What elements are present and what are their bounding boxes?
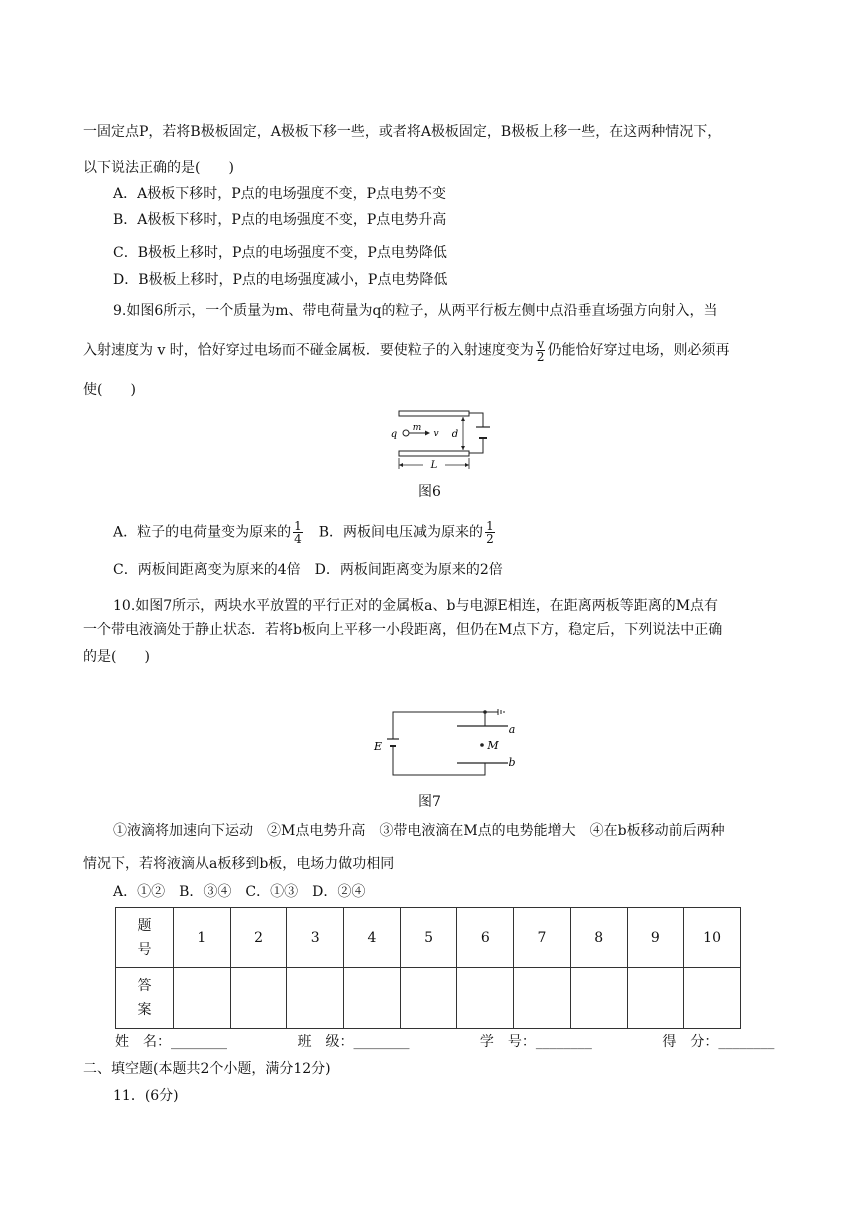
q9-option-a-fraction [293, 520, 303, 545]
student-class-field[interactable]: 班 级：________ [297, 1034, 410, 1050]
student-name-field[interactable]: 姓 名：________ [115, 1034, 227, 1050]
q9-option-b-denominator: 2 [486, 532, 494, 546]
q9-line2-part-a: 入射速度为 v 时，恰好穿过电场而不碰金属板．要使粒子的入射速度变为 [83, 342, 534, 359]
q10-line3: 的是( ) [83, 649, 150, 665]
q9-fraction-numerator: v [537, 337, 545, 351]
l-arrow-right [465, 463, 469, 467]
bottom-wire [469, 438, 483, 453]
question-number-row [116, 908, 741, 968]
q9-line2-part-b: 仍能恰好穿过电场，则必须再 [547, 342, 730, 359]
answer-header-top: 答 [137, 978, 152, 994]
figure-7-caption: 图7 [418, 794, 441, 810]
question-number-cell: 3 [287, 908, 344, 968]
question-number-cell: 6 [457, 908, 514, 968]
velocity-arrowhead [425, 431, 430, 436]
label-b: b [508, 756, 516, 769]
label-a: a [508, 723, 516, 736]
q10-statement-line2: 情况下，若将液滴从a板移到b板，电场力做功相同 [83, 856, 395, 872]
q8-line2: 以下说法正确的是( ) [83, 160, 234, 176]
label-l: L [430, 460, 438, 471]
q9-line1: 9.如图6所示，一个质量为m、带电荷量为q的粒子，从两平行板左侧中点沿垂直场强方向射入，当 [113, 303, 718, 319]
q9-option-b-fraction [485, 520, 495, 545]
label-v: v [433, 429, 439, 439]
q9-line3: 使( ) [83, 382, 136, 398]
answer-cell[interactable] [514, 968, 571, 1029]
answer-cell[interactable] [457, 968, 514, 1029]
question-number-cell: 4 [344, 908, 401, 968]
q9-options-ab [113, 520, 497, 545]
q9-line2 [83, 338, 729, 363]
label-m: M [487, 739, 499, 752]
bottom-plate [399, 451, 469, 456]
question-number-cell: 7 [514, 908, 571, 968]
particle [403, 430, 409, 436]
label-e: E [373, 740, 383, 753]
point-m [480, 743, 484, 747]
battery-gap [389, 739, 397, 746]
question-number-header-bottom: 号 [137, 941, 152, 958]
d-arrow-top [461, 417, 465, 421]
label-d: d [451, 429, 459, 440]
q9-options-cd: C．两板间距离变为原来的4倍 D．两板间距离变为原来的2倍 [113, 562, 503, 578]
answer-header-bottom: 案 [137, 1002, 152, 1018]
q8-option-b: B．A极板下移时，P点的电场强度不变，P点电势升高 [113, 212, 447, 228]
q9-option-a: A．粒子的电荷量变为原来的 [113, 524, 292, 541]
q9-speed-fraction [536, 338, 546, 363]
answer-cell[interactable] [174, 968, 231, 1029]
question-number-header-top: 题 [137, 917, 152, 934]
top-plate [399, 411, 469, 416]
answer-cell[interactable] [684, 968, 741, 1029]
d-arrow-bottom [461, 446, 465, 450]
circuit-wire [393, 712, 485, 775]
answer-cell[interactable] [344, 968, 401, 1029]
answer-header [116, 968, 174, 1029]
q8-option-a: A．A极板下移时，P点的电场强度不变，P点电势不变 [113, 186, 447, 202]
answer-table [115, 907, 741, 1029]
label-q: q [390, 429, 398, 440]
question-number-cell: 5 [400, 908, 457, 968]
answer-cell[interactable] [400, 968, 457, 1029]
question-number-header [116, 908, 174, 968]
q10-options: A．①② B．③④ C．①③ D．②④ [113, 884, 366, 900]
top-wire [469, 413, 483, 427]
q9-option-b-numerator: 1 [486, 519, 494, 533]
answer-row [116, 968, 741, 1029]
q10-statement-line1: ①液滴将加速向下运动 ②M点电势升高 ③带电液滴在M点的电势能增大 ④在b板移动前后两种 [113, 823, 725, 839]
figure-6-diagram [385, 405, 500, 471]
section-2-title: 二、填空题(本题共2个小题，满分12分) [83, 1061, 331, 1077]
label-m: m [412, 423, 422, 433]
student-score-field[interactable]: 得 分：________ [662, 1034, 775, 1050]
student-id-field[interactable]: 学 号：________ [479, 1034, 592, 1050]
student-info-line [115, 1031, 780, 1051]
q8-option-d: D．B极板上移时，P点的电场强度减小，P点电势降低 [113, 272, 448, 288]
answer-cell[interactable] [570, 968, 627, 1029]
question-number-cell: 9 [627, 908, 684, 968]
answer-cell[interactable] [230, 968, 287, 1029]
q9-option-a-denominator: 4 [294, 532, 302, 546]
figure-7-diagram [370, 705, 520, 780]
q8-line1: 一固定点P，若将B极板固定，A极板下移一些，或者将A极板固定，B极板上移一些，在这两种情况下， [83, 124, 722, 140]
question-number-cell: 2 [230, 908, 287, 968]
l-arrow-left [399, 463, 403, 467]
question-number-cell: 1 [174, 908, 231, 968]
q9-option-b: B．两板间电压减为原来的 [318, 524, 484, 541]
answer-cell[interactable] [627, 968, 684, 1029]
q10-line1: 10.如图7所示，两块水平放置的平行正对的金属板a、b与电源E相连，在距离两板等距离的M点有 [113, 598, 719, 614]
question-11-label: 11．(6分) [113, 1088, 179, 1104]
q10-line2: 一个带电液滴处于静止状态．若将b板向上平移一小段距离，但仍在M点下方，稳定后，下列说法中正确 [83, 622, 723, 638]
q8-option-c: C．B极板上移时，P点的电场强度不变，P点电势降低 [113, 245, 447, 261]
figure-6-caption: 图6 [418, 484, 441, 500]
question-number-cell: 8 [570, 908, 627, 968]
answer-cell[interactable] [287, 968, 344, 1029]
q9-option-a-numerator: 1 [294, 519, 302, 533]
question-number-cell: 10 [684, 908, 741, 968]
q9-fraction-denominator: 2 [536, 350, 545, 364]
